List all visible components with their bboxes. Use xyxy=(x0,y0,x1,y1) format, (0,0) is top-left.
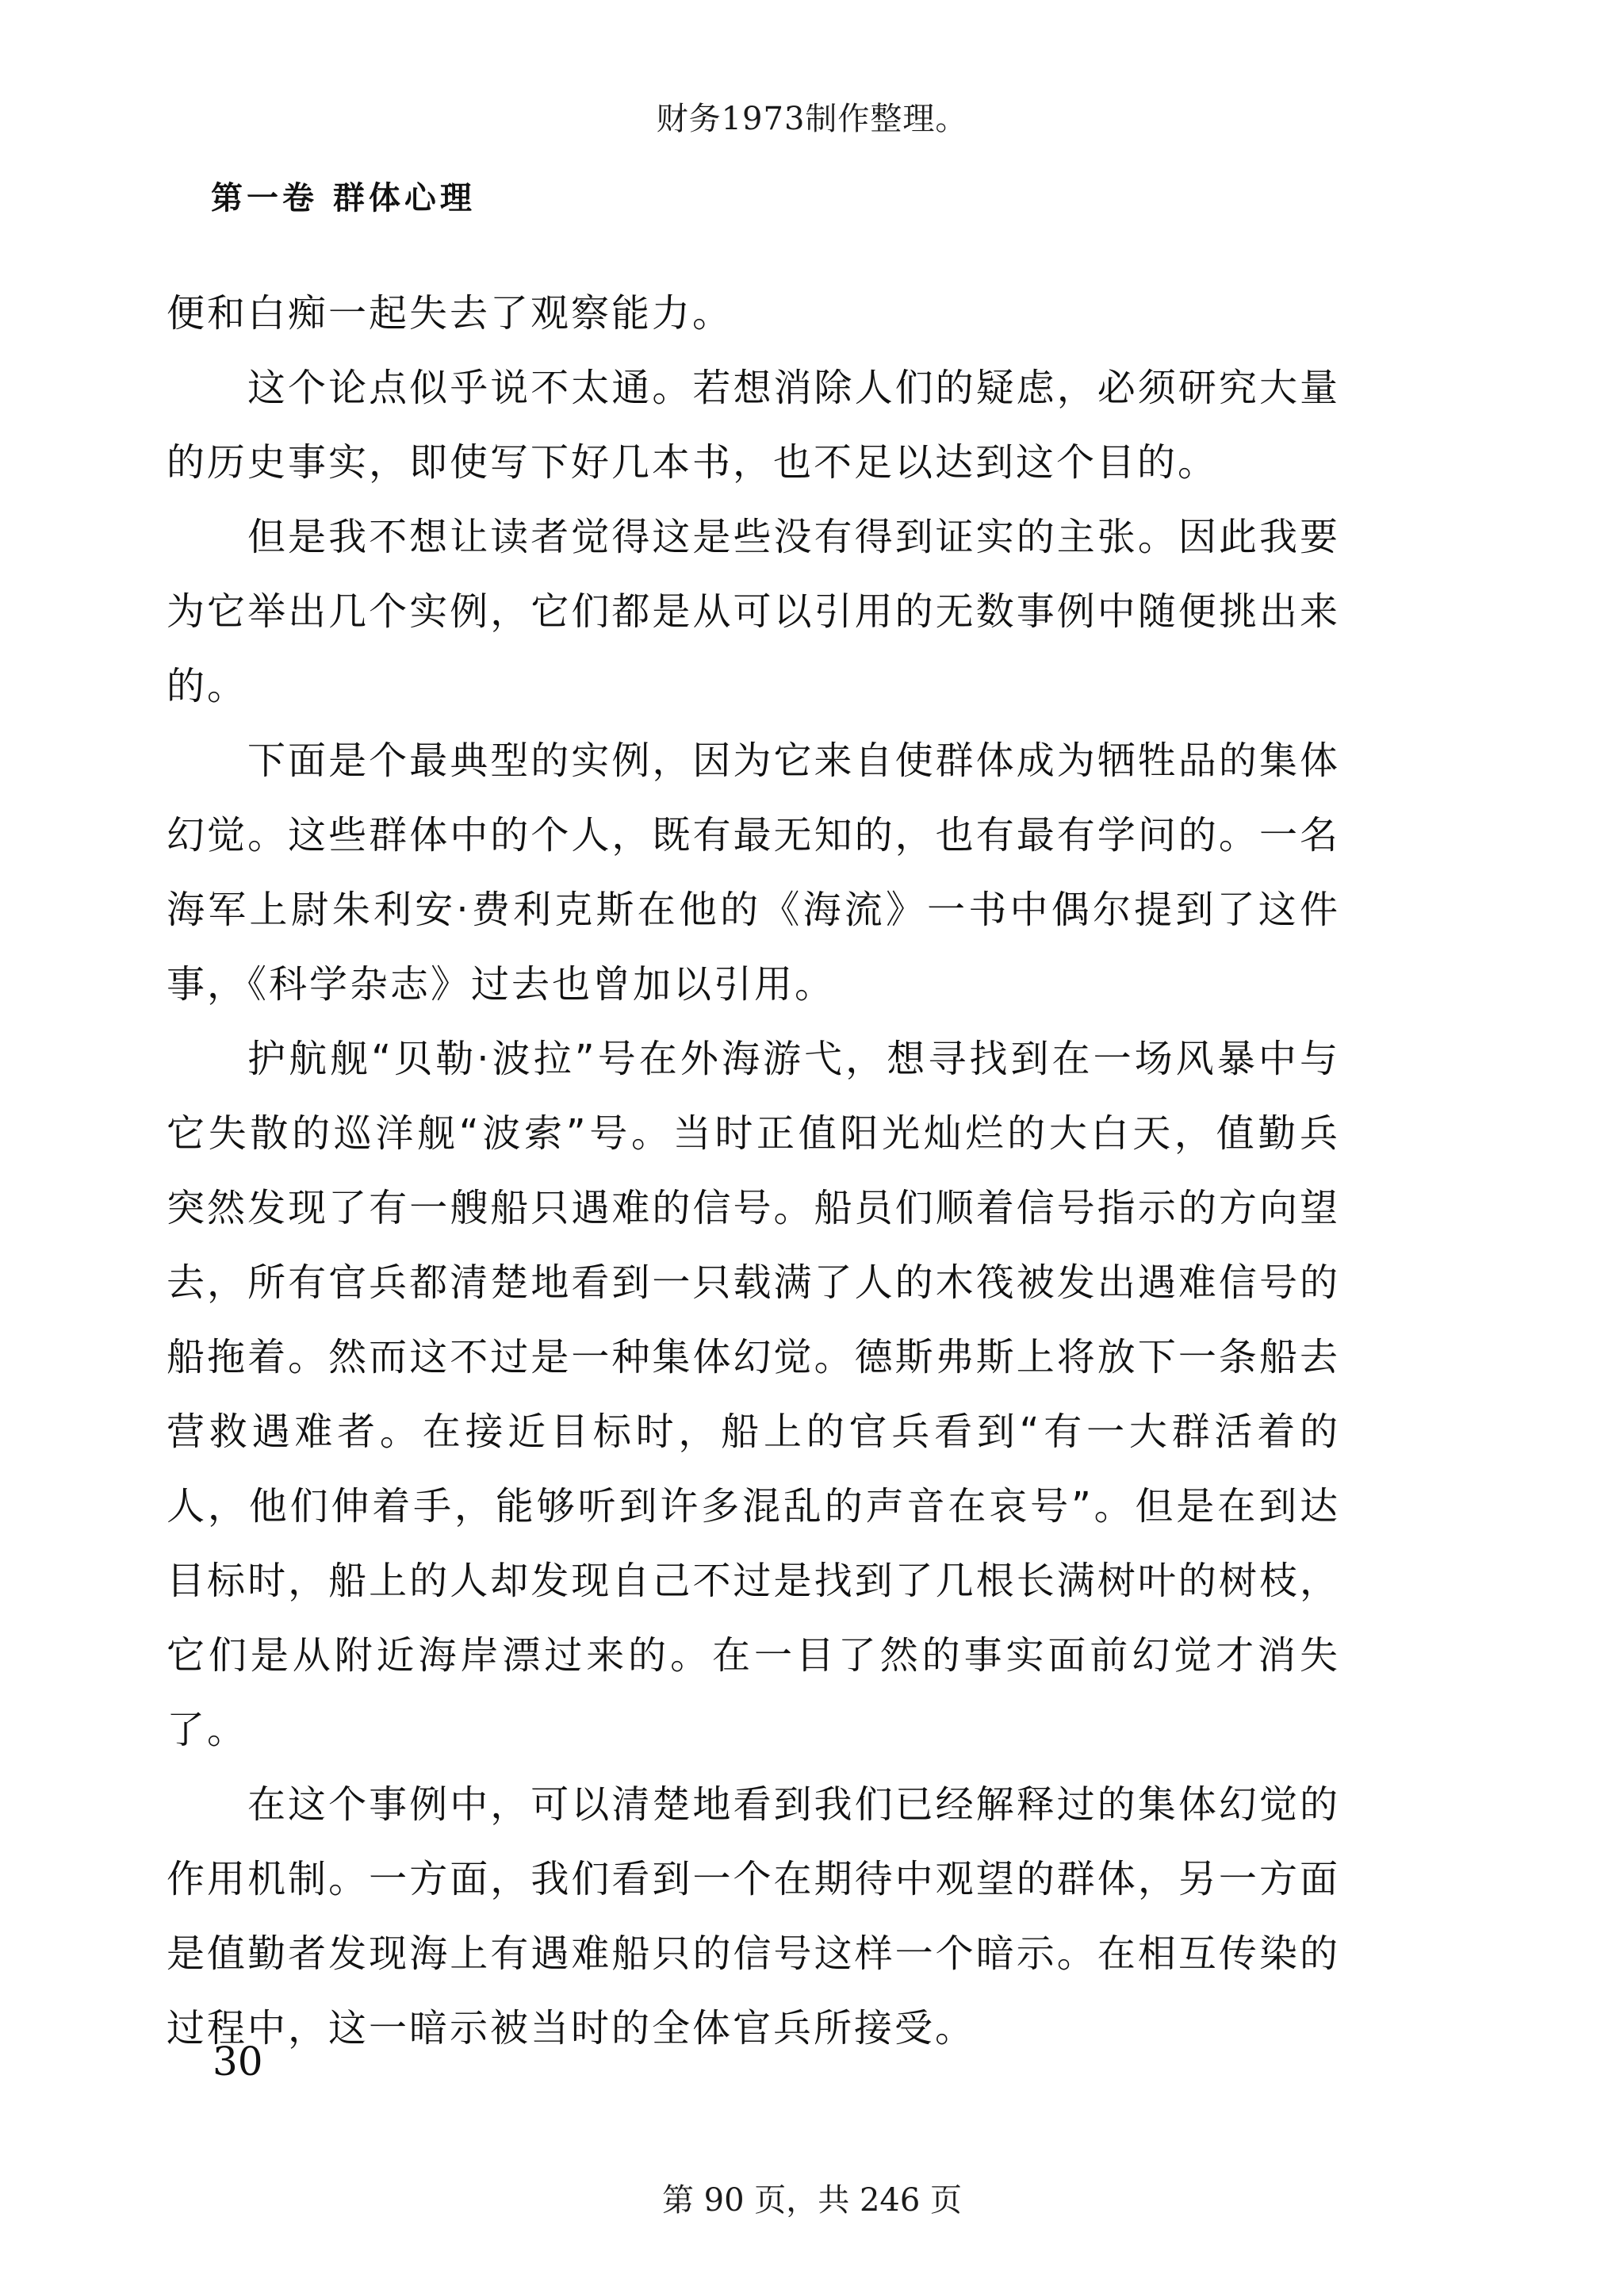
running-head: 第一卷 群体心理 xyxy=(211,180,476,217)
paragraph-5: 护航舰“贝勒·波拉”号在外海游弋，想寻找到在一场风暴中与它失散的巡洋舰“波索”号。当时正值阳光灿烂的大白天，值勤兵突然发现了有一艘船只遇难的信号。船员们顺着信号指示的方向望去，所有官兵都清楚地看到一只载满了人的木筏被发出遇难信号的船拖着。然而这不过是一种集体幻觉。德斯弗斯上将放下一条船去营救遇难者。在接近目标时，船上的官兵看到“有一大群活着的人，他们伸着手，能够听到许多混乱的声音在哀号”。但是在到达目标时，船上的人却发现自己不过是找到了几根长满树叶的树枝，它们是从附近海岸漂过来的。在一目了然的事实面前幻觉才消失了。 xyxy=(167,1037,1340,1752)
page-number: 30 xyxy=(213,2039,263,2085)
page-footer: 第 90 页，共 246 页 xyxy=(661,2182,963,2219)
watermark-text: 财务1973制作整理。 xyxy=(656,101,968,137)
body-text xyxy=(167,276,1340,2066)
paragraph-3: 但是我不想让读者觉得这是些没有得到证实的主张。因此我要为它举出几个实例，它们都是从可以引用的无数事例中随便挑出来的。 xyxy=(167,515,1340,708)
paragraph-6: 在这个事例中，可以清楚地看到我们已经解释过的集体幻觉的作用机制。一方面，我们看到一个在期待中观望的群体，另一方面是值勤者发现海上有遇难船只的信号这样一个暗示。在相互传染的过程中，这一暗示被当时的全体官兵所接受。 xyxy=(167,1782,1340,2050)
paragraph-2: 这个论点似乎说不太通。若想消除人们的疑虑，必须研究大量的历史事实，即使写下好几本书，也不足以达到这个目的。 xyxy=(167,366,1340,485)
paragraph-4: 下面是个最典型的实例，因为它来自使群体成为牺牲品的集体幻觉。这些群体中的个人，既有最无知的，也有最有学问的。一名海军上尉朱利安·费利克斯在他的《海流》一书中偶尔提到了这件事，《科学杂志》过去也曾加以引用。 xyxy=(167,738,1340,1007)
paragraph-1: 便和白痴一起失去了观察能力。 xyxy=(167,291,733,336)
